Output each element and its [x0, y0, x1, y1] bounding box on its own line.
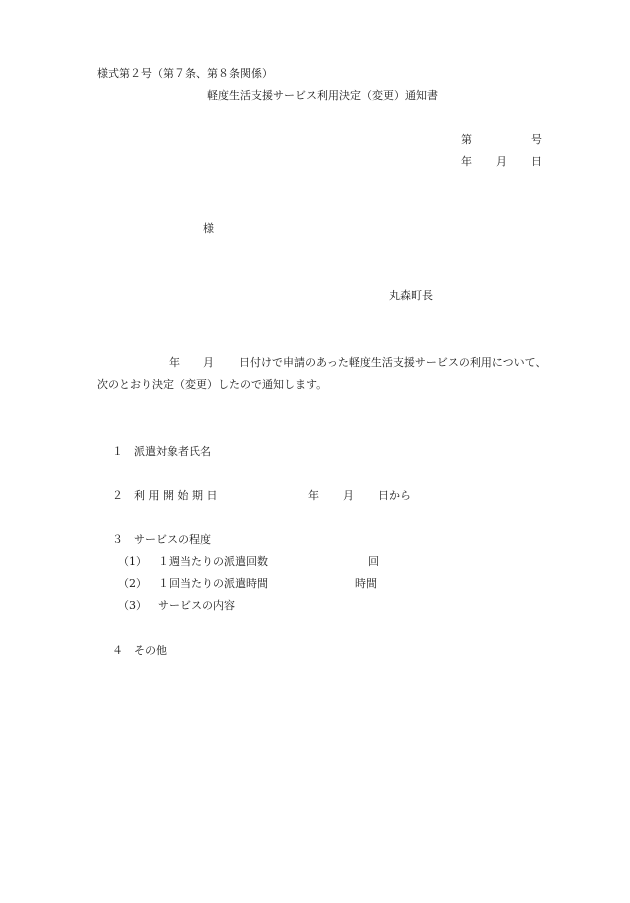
item3-sub3-number: （3）: [118, 599, 147, 612]
item3-sub1-unit: 回: [368, 555, 379, 568]
recipient-honorific: 様: [203, 222, 214, 235]
issue-date-month: 月: [496, 155, 507, 168]
item3-sub1-label: １週当たりの派遣回数: [158, 555, 268, 568]
issue-date-year: 年: [461, 155, 472, 168]
issuer-name: 丸森町長: [389, 289, 433, 302]
item3-sub3-label: サービスの内容: [158, 599, 235, 612]
form-label: 様式第２号（第７条、第８条関係）: [97, 67, 273, 80]
item3-sub1-number: （1）: [118, 555, 147, 568]
item3-label: サービスの程度: [134, 533, 211, 546]
body-month: 月: [203, 356, 214, 369]
document-number-prefix: 第: [461, 133, 472, 146]
item3-sub2-unit: 時間: [355, 577, 377, 590]
document-number-suffix: 号: [531, 133, 542, 146]
item2-day-suffix: 日から: [378, 489, 411, 502]
body-line1: 日付けで申請のあった軽度生活支援サービスの利用について、: [239, 356, 547, 369]
body-line2: 次のとおり決定（変更）したので通知します。: [97, 378, 328, 391]
document-title: 軽度生活支援サービス利用決定（変更）通知書: [207, 89, 438, 102]
body-year: 年: [169, 356, 180, 369]
item2-month: 月: [343, 489, 354, 502]
item2-year: 年: [308, 489, 319, 502]
item4-label: その他: [134, 644, 167, 657]
item3-number: ３: [112, 533, 123, 546]
item3-sub2-number: （2）: [118, 577, 147, 590]
item1-label: 派遣対象者氏名: [134, 445, 211, 458]
item2-label: 利 用 開 始 期 日: [134, 489, 218, 502]
item3-sub2-label: １回当たりの派遣時間: [158, 577, 268, 590]
item1-number: １: [112, 445, 123, 458]
item2-number: ２: [112, 489, 123, 502]
issue-date-day: 日: [531, 155, 542, 168]
item4-number: ４: [112, 644, 123, 657]
